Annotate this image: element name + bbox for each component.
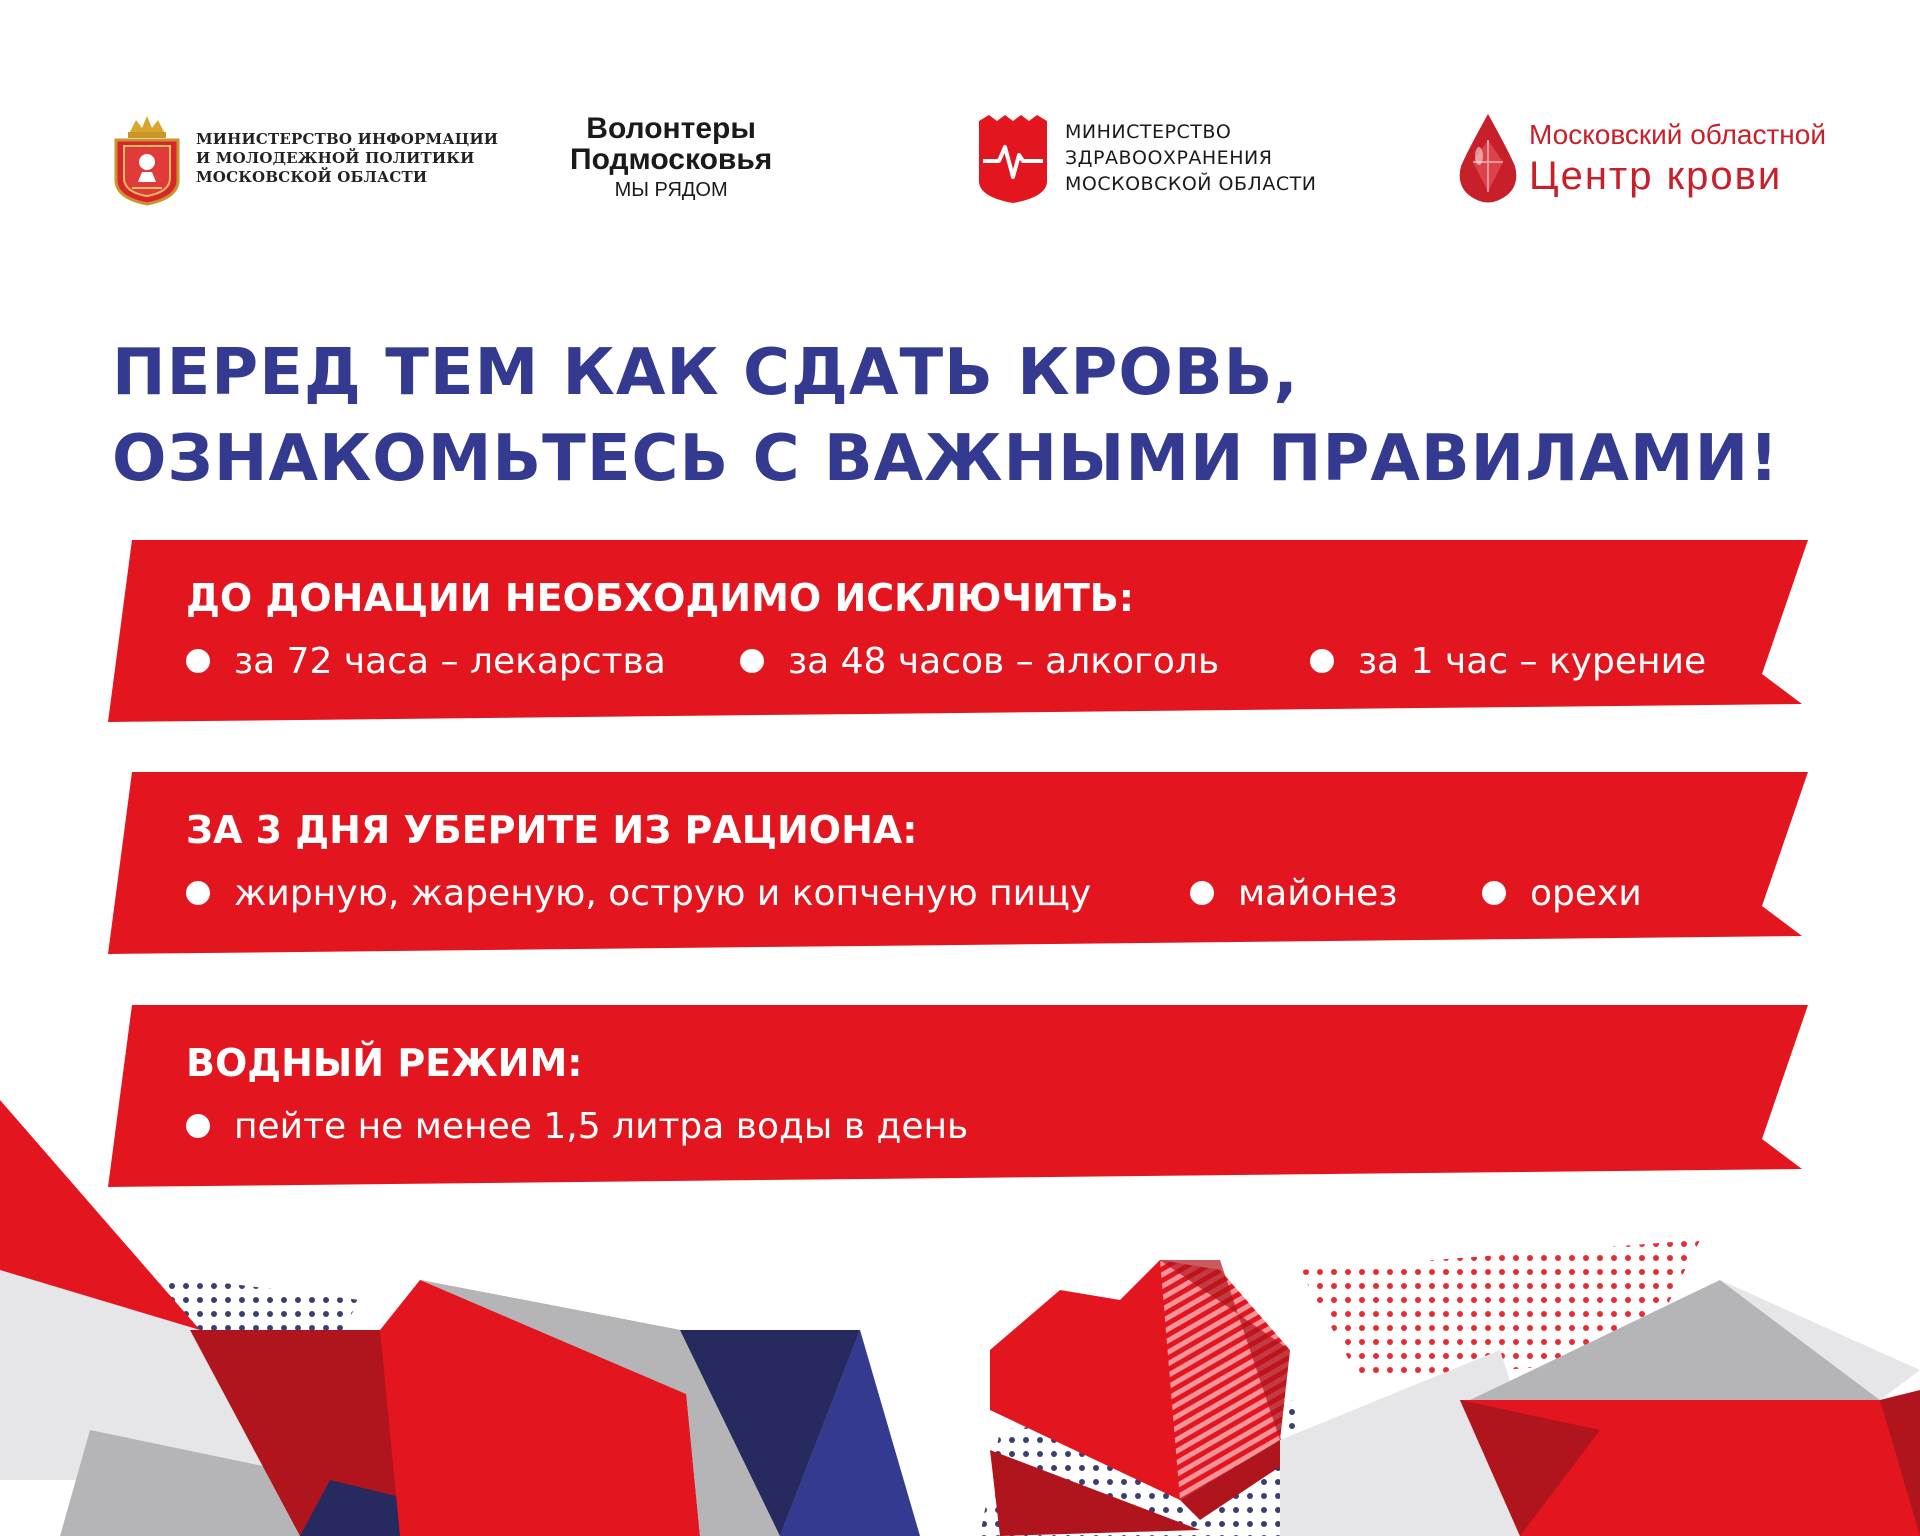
bullet-dot-icon bbox=[1482, 881, 1506, 905]
banner-exclude-before-donation bbox=[108, 540, 1812, 724]
ministry-health-line3: МОСКОВСКОЙ ОБЛАСТИ bbox=[1065, 173, 1317, 195]
banner-diet bbox=[108, 772, 1812, 956]
blood-center-line2: Центр крови bbox=[1529, 154, 1783, 198]
ministry-info-line2: И МОЛОДЕЖНОЙ ПОЛИТИКИ bbox=[196, 148, 475, 167]
bullet-dot-icon bbox=[740, 649, 764, 673]
logo-volunteers bbox=[570, 108, 772, 208]
blood-center-line1: Московский областной bbox=[1529, 119, 1826, 150]
bullet-dot-icon bbox=[1310, 649, 1334, 673]
coat-of-arms-icon bbox=[110, 110, 184, 206]
banner-list-item bbox=[186, 636, 666, 686]
ruby-blood-drop-icon bbox=[1455, 110, 1521, 206]
banner-item-text: пейте не менее 1,5 литра воды в день bbox=[234, 1105, 969, 1147]
volunteers-line1: Волонтеры bbox=[586, 112, 756, 145]
banner-title: ВОДНЫЙ РЕЖИМ: bbox=[186, 1041, 583, 1085]
banner-item-text: за 48 часов – алкоголь bbox=[788, 640, 1220, 682]
banner-list-item bbox=[1310, 636, 1706, 686]
logo-ministry-health bbox=[975, 108, 1316, 208]
banner-list-item bbox=[1190, 868, 1397, 918]
bullet-dot-icon bbox=[186, 881, 210, 905]
volunteers-line3: МЫ РЯДОМ bbox=[614, 179, 728, 201]
ribbon-shape bbox=[108, 540, 1812, 724]
bullet-dot-icon bbox=[1190, 881, 1214, 905]
logo-blood-center bbox=[1455, 108, 1826, 208]
banner-title: ДО ДОНАЦИИ НЕОБХОДИМО ИСКЛЮЧИТЬ: bbox=[186, 576, 1134, 620]
volunteers-line2: Подмосковья bbox=[570, 143, 773, 176]
banner-title: ЗА 3 ДНЯ УБЕРИТЕ ИЗ РАЦИОНА: bbox=[186, 808, 918, 852]
banner-item-text: жирную, жареную, острую и копченую пищу bbox=[234, 872, 1092, 914]
ministry-health-line2: ЗДРАВООХРАНЕНИЯ bbox=[1065, 147, 1273, 169]
banner-list-item bbox=[1482, 868, 1642, 918]
bullet-dot-icon bbox=[186, 649, 210, 673]
page-headline bbox=[112, 330, 1832, 502]
ministry-health-line1: МИНИСТЕРСТВО bbox=[1065, 121, 1232, 143]
banner-item-text: майонез bbox=[1238, 872, 1398, 914]
heartbeat-shield-icon bbox=[975, 111, 1051, 205]
banner-item-text: за 72 часа – лекарства bbox=[234, 640, 666, 682]
decorative-polygon-background bbox=[0, 1100, 1920, 1536]
ministry-info-line3: МОСКОВСКОЙ ОБЛАСТИ bbox=[196, 167, 428, 186]
banner-item-text: за 1 час – курение bbox=[1358, 640, 1707, 682]
banner-list-item bbox=[740, 636, 1219, 686]
banner-list-item bbox=[186, 868, 1091, 918]
headline-line1: ПЕРЕД ТЕМ КАК СДАТЬ КРОВЬ, bbox=[112, 336, 1299, 410]
ribbon-shape bbox=[108, 772, 1812, 956]
headline-line2: ОЗНАКОМЬТЕСЬ С ВАЖНЫМИ ПРАВИЛАМИ! bbox=[112, 422, 1780, 496]
banner-item-text: орехи bbox=[1530, 872, 1642, 914]
logo-ministry-information bbox=[110, 108, 498, 208]
ministry-info-line1: МИНИСТЕРСТВО ИНФОРМАЦИИ bbox=[196, 129, 499, 148]
